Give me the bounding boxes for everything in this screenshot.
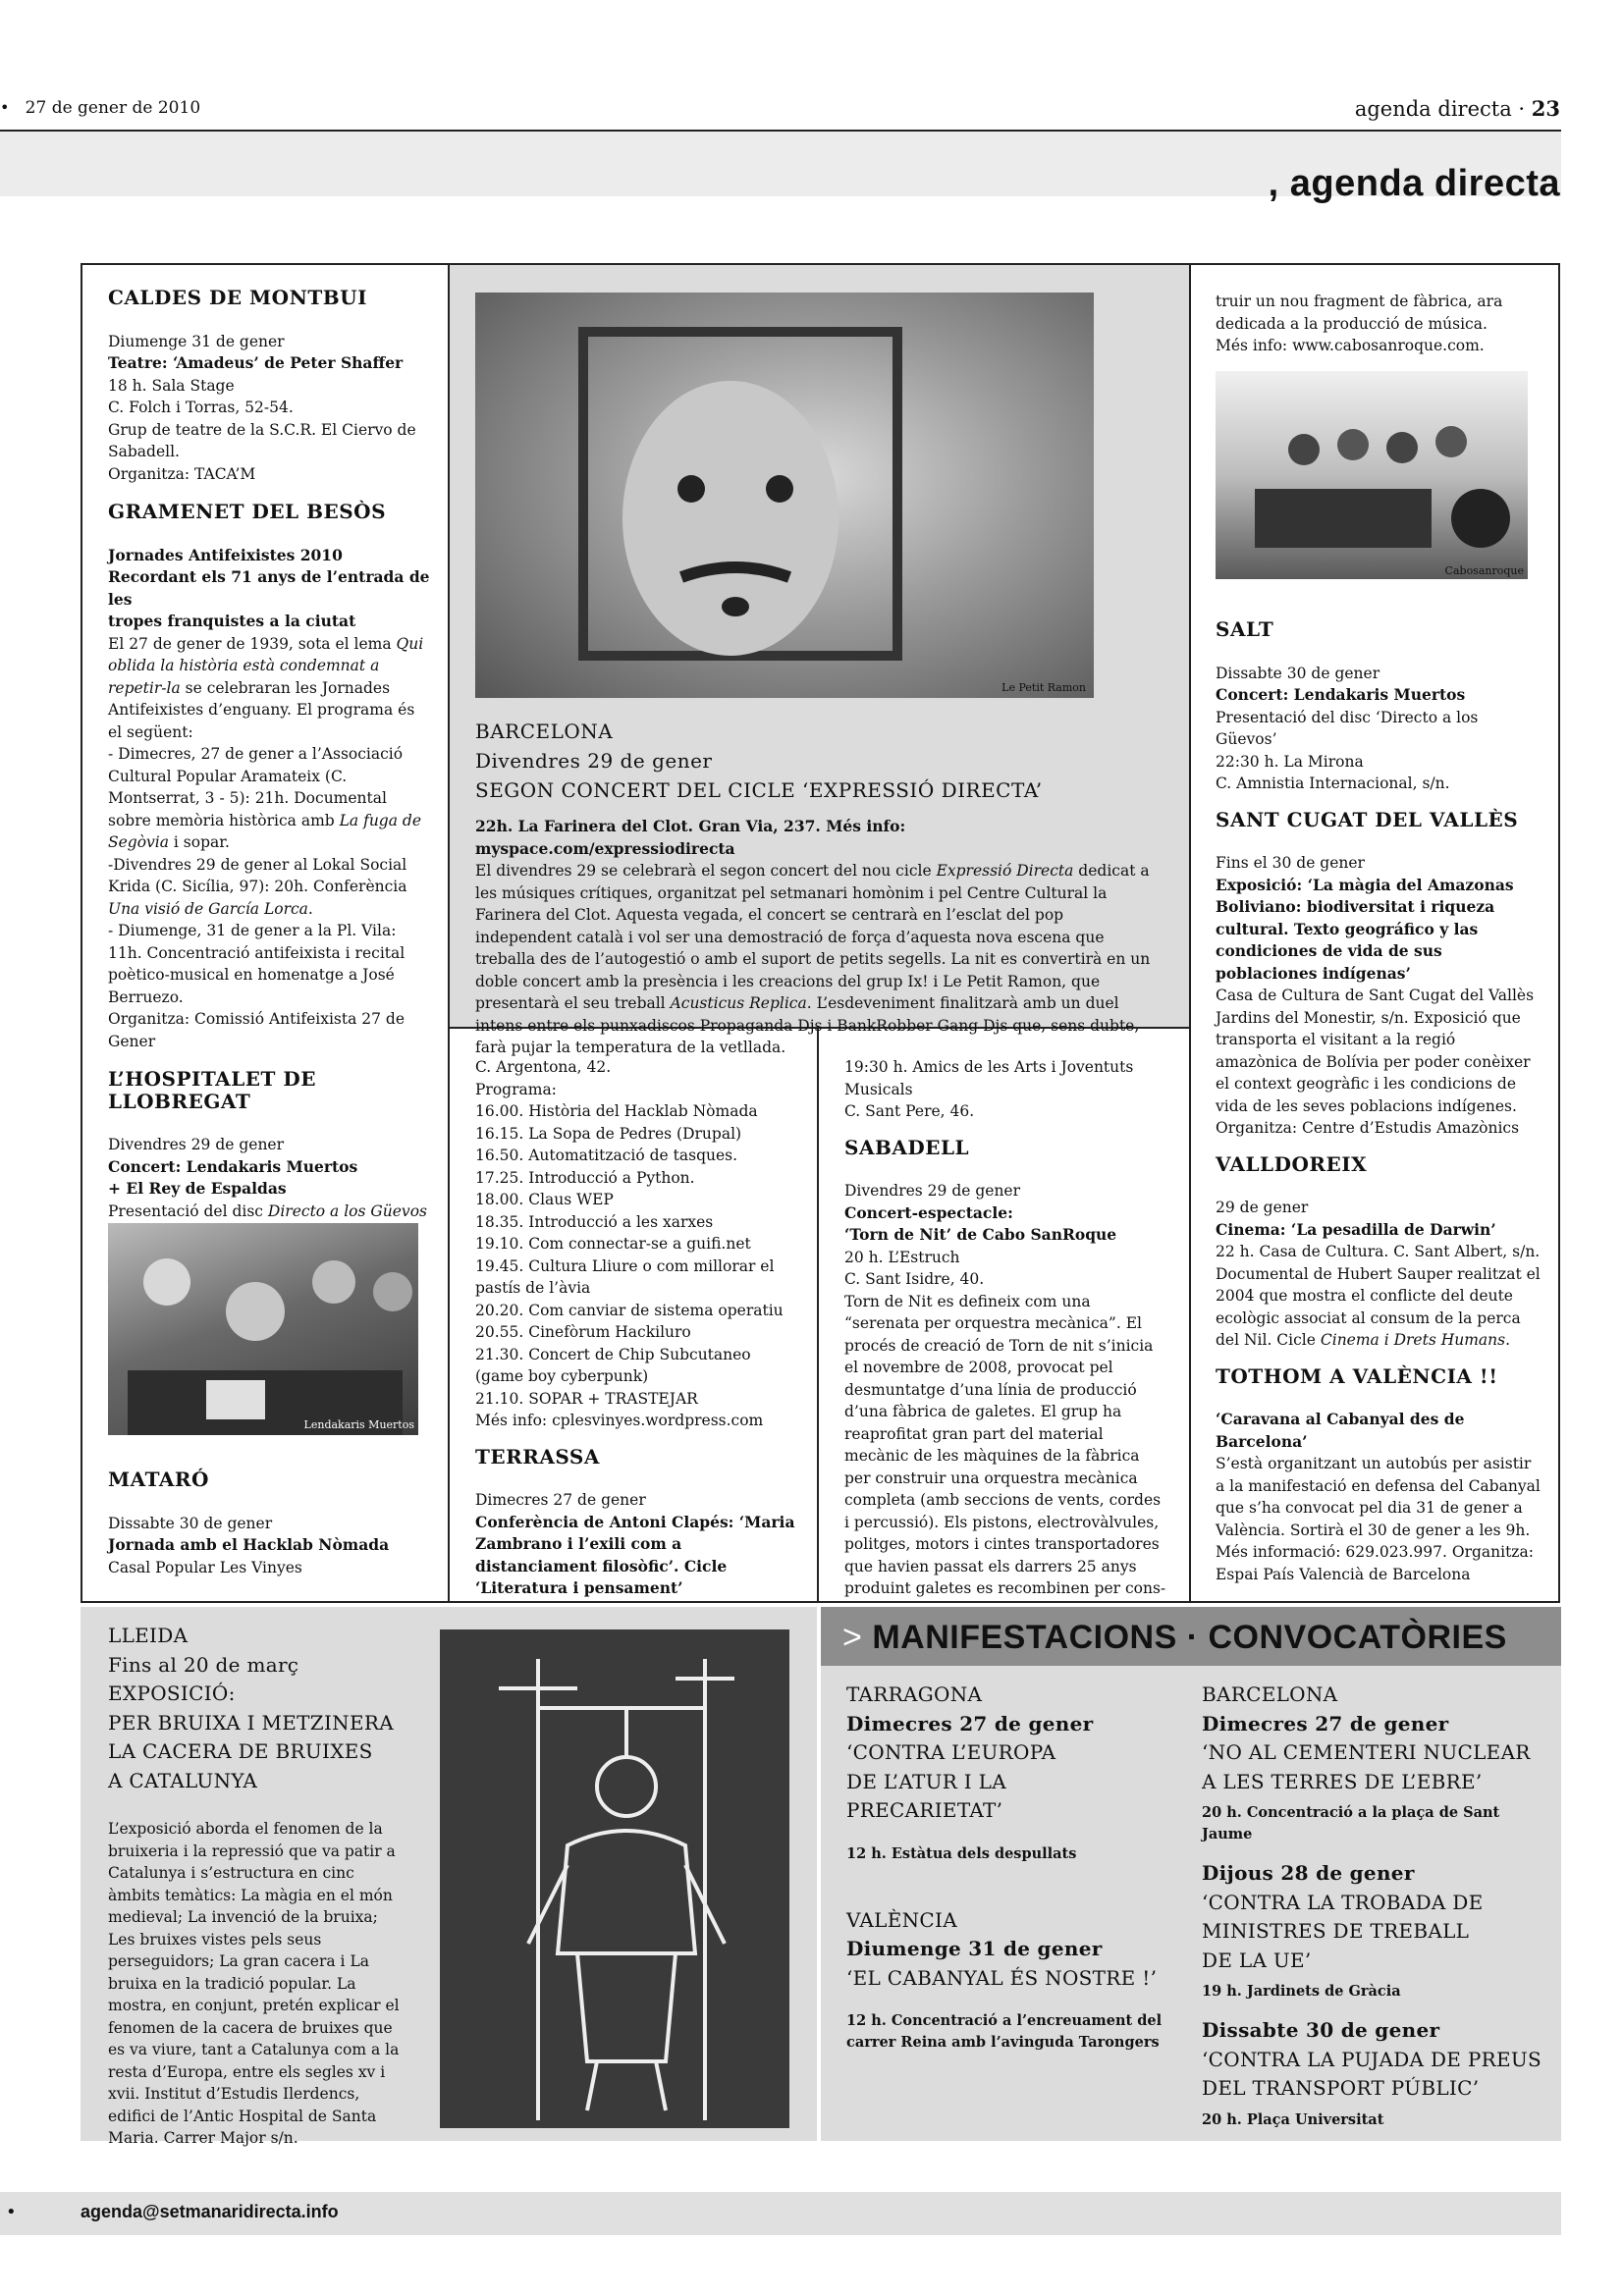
heading-sant-cugat: SANT CUGAT DEL VALLÈS [1216, 807, 1519, 831]
photo-lendakaris [108, 1223, 418, 1435]
heading-mataro: MATARÓ [108, 1468, 209, 1491]
heading-valldoreix: VALLDOREIX [1216, 1151, 1368, 1176]
page-title: , agenda directa [1268, 163, 1560, 204]
manifestacions-bar: > MANIFESTACIONS · CONVOCATÒRIES [821, 1607, 1561, 1666]
section-page: agenda directa · 23 [1354, 96, 1560, 121]
column-1: CALDES DE MONTBUI Diumenge 31 de gener Teatre: ‘Amadeus’ de Peter Shaffer 18 h. Sala Stage C. Folch i Torras, 52-54. Grup de teatre de la S.C.R. El Ciervo de Sabadell. Organitza: TACA’M GRAMENET DEL BESÒS Jornades Antifeixistes 2010 Recordant els 71 anys de l’entrada de les tropes franquistes a la ciutat El 27 de gener de 1939, sota el lema Qui oblida la història està condemnat a repetir-la se celebraran les Jornades Antifeixistes d’enguany. El programa és el següent: - Dimecres, 27 de gener a l’Associació Cultural Popular Aramateix (C. Montserrat, 3 - 5): 21h. Documental sobre memòria històrica amb La fuga de Segòvia i sopar. -Divendres 29 de gener al Lokal Social Krida (C. Sicília, 97): 20h. Conferència Una visió de García Lorca. - Diumenge, 31 de gener a la Pl. Vila: 11h. Concentració antifeixista i recital poètico-musical en homenatge a José Berruezo. Organitza: Comissió Antifeixista 27 de Gener L’HOSPITALET DE LLOBREGAT Divendres 29 de gener Concert: Lendakaris Muertos + El Rey de Espaldas Presentació del disc Directo a los Güevos [108, 287, 432, 1289]
photo-cabosanroque [1216, 371, 1528, 579]
heading-terrassa: TERRASSA [475, 1444, 600, 1468]
photo-credit: Le Petit Ramon [1001, 681, 1086, 694]
feature-body: 22h. La Farinera del Clot. Gran Via, 237. Més info: myspace.com/expressiodirecta El divendres 29 se celebrarà el segon concert del nou cicle Expressió Directa dedicat a les músiques crítiques, organitzat pel setmanari homònim i pel Centre Cultural la Farinera del Clot. Aquesta vegada, el concert se centrarà en l’esclat del pop independent català i vol ser una demostració de força d’aquesta nova escena que treballa des de l’autogestió o amb el suport de petits segells. La nit es convertirà en un doble concert amb la presència i les creacions del grup Ix! i Le Petit Ramon, que presentarà el seu treball Acusticus Replica. L’esdeveniment finalitzarà amb un duel intens entre els punxadiscos Propaganda Djs i BankRobber Gang Djs que, sens dubte, farà pujar la temperatura de la vetllada. [475, 817, 1151, 1056]
heading-sabadell: SABADELL [844, 1135, 970, 1159]
photo-credit: Lendakaris Muertos [303, 1418, 414, 1431]
photo-le-petit-ramon [475, 293, 1094, 698]
col-divider-3 [1189, 263, 1191, 1603]
col-divider-2 [817, 1027, 819, 1603]
witch-figure-icon [440, 1629, 789, 2128]
issue-date: • 27 de gener de 2010 [0, 98, 201, 118]
lleida-heading: LLEIDA Fins al 20 de març EXPOSICIÓ: PER BRUIXA I METZINERA LA CACERA DE BRUIXES A CATALUNYA [108, 1624, 394, 1792]
heading-salt: SALT [1216, 617, 1274, 641]
portrait-photo-icon [475, 293, 1094, 698]
feature-heading: BARCELONA Divendres 29 de gener SEGON CONCERT DEL CICLE ‘EXPRESSIÓ DIRECTA’ [475, 720, 1043, 802]
group-photo-icon [1216, 371, 1528, 579]
gramenet-text: El 27 de gener de 1939, sota el lema Qui oblida la història està condemnat a repetir-la se celebraran les Jornades Antifeixistes d’enguany. El programa és el següent: [108, 634, 424, 741]
column-1-bottom: MATARÓ Dissabte 30 de gener Jornada amb el Hacklab Nòmada Casal Popular Les Vinyes [108, 1468, 432, 1578]
column-3: 19:30 h. Amics de les Arts i Joventuts Musicals C. Sant Pere, 46. SABADELL Divendres 29 de gener Concert-espectacle: ‘Torn de Nit’ de Cabo SanRoque 20 h. L’Estruch C. Sant Isidre, 40. Torn de Nit es defineix com una “serenata per orquestra mecànica”. El procés de creació de Torn de nit s’inicia el novembre de 2008, provocat pel desmuntatge d’una línia de producció d’una fàbrica de galetes. El grup ha reaprofitat gran part del material mecànic de les màquines de la fàbrica per construir una orquestra mecànica completa (amb seccions de vents, cordes i percussió). Els pistons, electrovàlvules, politges, motors i cintes transportadores que havien passat els darrers 25 anys produint galetes es recombinen per cons- [844, 1056, 1168, 1600]
column-4-top: truir un nou fragment de fàbrica, ara dedicada a la producció de música. Més info: www.cabosanroque.com. [1216, 293, 1503, 354]
lleida-body: L’exposició aborda el fenomen de la bruixeria i la repressió que va patir a Catalunya i s’estructura en cinc àmbits temàtics: La màgia en el món medieval; La invenció de la bruixa; Les bruixes vistes pels seus perseguidors; La gran cacera i La bruixa en la tradició popular. La mostra, en conjunt, pretén explicar el fenomen de la cacera de bruixes que es va viure, tant a Catalunya com a la resta d’Europa, entre els segles xv i xvii. Institut d’Estudis Ilerdencs, edifici de l’Antic Hospital de Santa Maria. Carrer Major s/n. [108, 1820, 400, 2147]
heading-valencia: TOTHOM A VALÈNCIA !! [1216, 1363, 1498, 1388]
photo-credit: Cabosanroque [1444, 564, 1524, 577]
footer-bullet: • [6, 2202, 17, 2222]
band-photo-icon [108, 1223, 418, 1435]
manif-right: BARCELONA Dimecres 27 de gener ‘NO AL CEMENTERI NUCLEAR A LES TERRES DE L’EBRE’ 20 h. Concentració a la plaça de Sant Jaume Dijous 28 de gener ‘CONTRA LA TROBADA DE MINISTRES DE TREBALL DE LA UE’ 19 h. Jardinets de Gràcia Dissabte 30 de gener ‘CONTRA LA PUJADA DE PREUS DEL TRANSPORT PÚBLIC’ 20 h. Plaça Universitat [1202, 1682, 1542, 2128]
heading-gramenet: GRAMENET DEL BESÒS [108, 500, 387, 523]
footer-email[interactable]: agenda@setmanaridirecta.info [81, 2202, 339, 2221]
heading-hospitalet: L’HOSPITALET DE LLOBREGAT [108, 1067, 316, 1113]
manif-left: TARRAGONA Dimecres 27 de gener ‘CONTRA L’EUROPA DE L’ATUR I LA PRECARIETAT’ 12 h. Estàtua dels despullats VALÈNCIA Diumenge 31 de gener ‘EL CABANYAL ÉS NOSTRE !’ 12 h. Concentració a l’encreuament del carrer Reina amb l’avinguda Tarongers [846, 1682, 1163, 2051]
heading-caldes: CALDES DE MONTBUI [108, 286, 367, 309]
column-4: SALT Dissabte 30 de gener Concert: Lendakaris Muertos Presentació del disc ‘Directo a los Güevos’ 22:30 h. La Mirona C. Amnistia Internacional, s/n. SANT CUGAT DEL VALLÈS Fins el 30 de gener Exposició: ‘La màgia del Amazonas Boliviano: biodiversitat i riqueza cultural. Texto geográfico y las condiciones de vida de sus poblaciones indígenas’ Casa de Cultura de Sant Cugat del Vallès Jardins del Monestir, s/n. Exposició que transporta el visitant a la regió amazònica de Bolívia per poder conèixer el context geogràfic i les condicions de vida de les seves poblacions indígenes. Organitza: Centre d’Estudis Amazònics VALLDOREIX 29 de gener Cinema: ‘La pesadilla de Darwin’ 22 h. Casa de Cultura. C. Sant Albert, s/n. Documental de Hubert Sauper realitzat el 2004 que mostra el conflicte del deute ecològic associat al consum de la perca del Nil. Cicle Cinema i Drets Humans. TOTHOM A VALÈNCIA !! ‘Caravana al Cabanyal des de Barcelona’ S’està organitzant un autobús per asistir a la manifestació en defensa del Cabanyal que s’ha convocat pel dia 31 de gener a València. Sortirà el 30 de gener a les 9h. Més informació: 629.023.997. Organitza: Espai País Valencià de Barcelona [1216, 617, 1541, 1583]
column-2: C. Argentona, 42. Programa: 16.00. Història del Hacklab Nòmada 16.15. La Sopa de Pedres (Drupal) 16.50. Automatització de tasques. 17.25. Introducció a Python. 18.00. Claus WEP 18.35. Introducció a les xarxes 19.10. Com connectar-se a guifi.net 19.45. Cultura Lliure o com millorar el pastís de l’àvia 20.20. Com canviar de sistema operatiu 20.55. Cinefòrum Hackiluro 21.30. Concert de Chip Subcutaneo (game boy cyberpunk) 21.10. SOPAR + TRASTEJAR Més info: cplesvinyes.wordpress.com TERRASSA Dimecres 27 de gener Conferència de Antoni Clapés: ‘Maria Zambrano i l’exili com a distanciament filosòfic’. Cicle ‘Literatura i pensament’ [475, 1056, 799, 1600]
witch-drawing [440, 1629, 789, 2128]
